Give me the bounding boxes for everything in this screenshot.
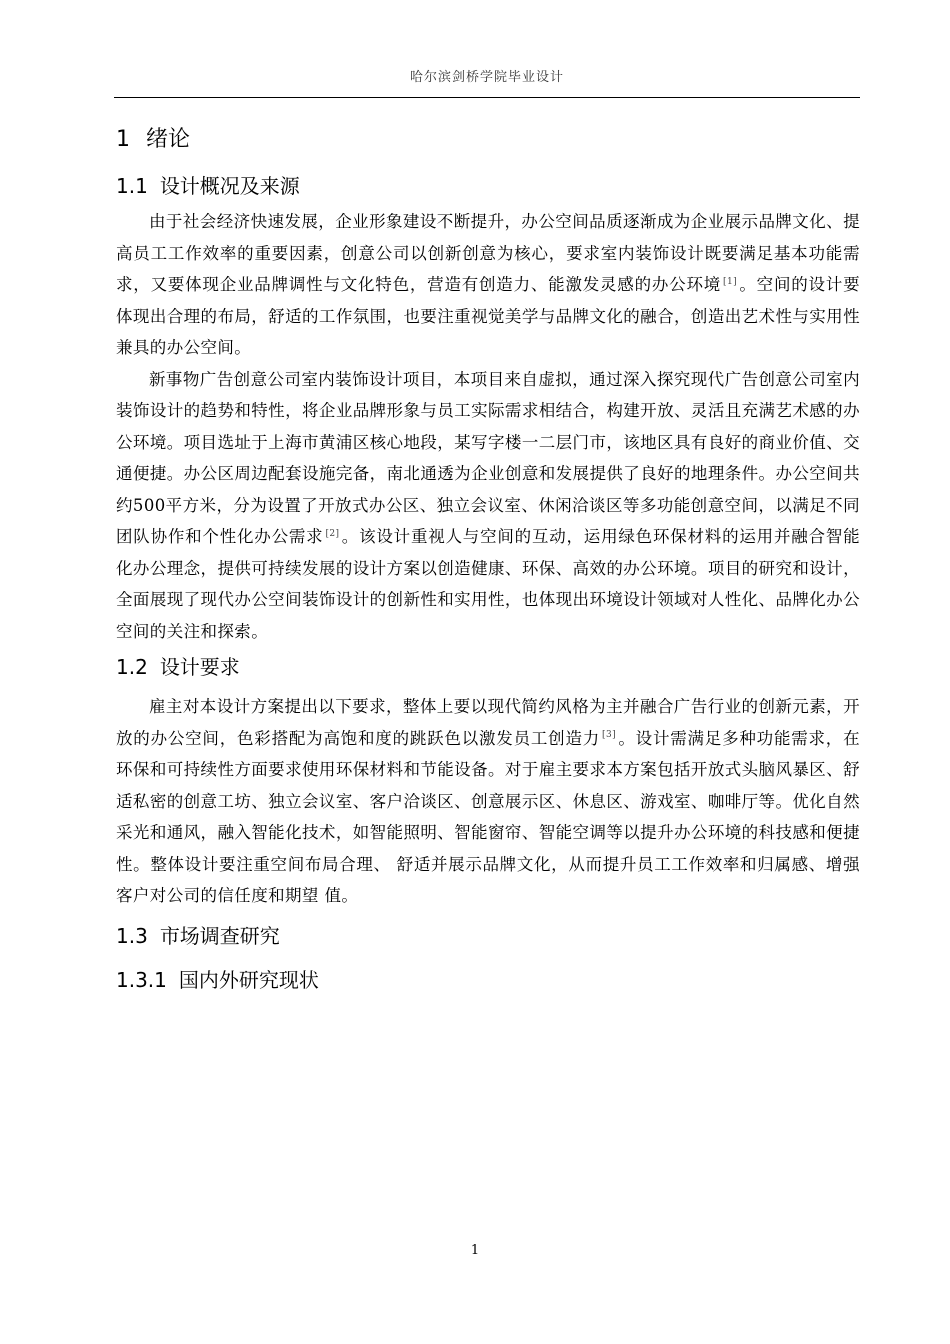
citation-mark: [3] xyxy=(602,730,616,740)
section-title: 设计要求 xyxy=(159,655,240,679)
subsection-heading-1-3-1 xyxy=(116,960,860,1000)
section-title: 市场调查研究 xyxy=(159,923,280,948)
header-divider xyxy=(114,97,860,98)
section-heading-1-2 xyxy=(116,647,860,687)
paragraph-1-2-a xyxy=(116,691,860,912)
paragraph-1-1-b xyxy=(116,364,860,648)
section-heading-1-3 xyxy=(116,916,860,956)
section-number: 1.3 xyxy=(116,923,148,948)
section-number: 1.2 xyxy=(116,655,148,679)
section-title: 设计概况及来源 xyxy=(159,174,300,198)
chapter-number: 1 xyxy=(116,127,130,152)
paragraph-text: 雇主对本设计方案提出以下要求，整体上要以现代简约风格为主并融合广告行业的创新元素，开放的办公空间，色彩搭配为高饱和度的跳跃色以激发员工创造力 xyxy=(116,697,860,748)
paragraph-text: 由于社会经济快速发展，企业形象建设不断提升，办公空间品质逐渐成为企业展示品牌文化、提高员工工作效率的重要因素，创意公司以创新创意为核心，要求室内装饰设计既要满足基本功能需求，又要体现企业品牌调性与文化特色，营造有创造力、能激发灵感的办公环境 xyxy=(116,212,860,294)
chapter-title: 绪论 xyxy=(146,127,191,152)
page-number: 1 xyxy=(470,1243,480,1258)
paragraph-1-1-a xyxy=(116,206,860,364)
chapter-heading xyxy=(116,118,860,162)
paragraph-text: 。设计需满足多种功能需求，在环保和可持续性方面要求使用环保材料和节能设备。对于雇主要求本方案包括开放式头脑风暴区、舒适私密的创意工坊、独立会议室、客户洽谈区、创意展示区、休息区、游戏室、咖啡厅等。优化自然采光和通风，融入智能化技术，如智能照明、智能窗帘、智能空调等以提升办公环境的科技感和便捷性。整体设计要注重空间布局合理、 舒适并展示品牌文化，从而提升员工工作效率和归属感、增强客户对公司的信任度和期望 值。 xyxy=(116,728,860,905)
paragraph-text: 。空间的设计要体现出合理的布局，舒适的工作氛围，也要注重视觉美学与品牌文化的融合，创造出艺术性与实用性兼具的办公空间。 xyxy=(116,275,860,357)
section-number: 1.1 xyxy=(116,174,148,198)
citation-mark: [1] xyxy=(723,276,737,287)
subsection-number: 1.3.1 xyxy=(116,967,167,992)
paragraph-text: 。该设计重视人与空间的互动，运用绿色环保材料的运用并融合智能化办公理念，提供可持续发展的设计方案以创造健康、环保、高效的办公环境。项目的研究和设计，全面展现了现代办公空间装饰设计的创新性和实用性，也体现出环境设计领域对人性化、品牌化办公空间的关注和探索。 xyxy=(116,527,861,641)
page-content xyxy=(116,118,860,1000)
section-heading-1-1 xyxy=(116,166,860,206)
subsection-title: 国内外研究现状 xyxy=(178,967,319,992)
citation-mark: [2] xyxy=(325,528,340,539)
paragraph-text: 新事物广告创意公司室内装饰设计项目，本项目来自虚拟，通过深入探究现代广告创意公司室内装饰设计的趋势和特性，将企业品牌形象与员工实际需求相结合，构建开放、灵活且充满艺术感的办公环境。项目选址于上海市黄浦区核心地段，某写字楼一二层门市，该地区具有良好的商业价值、交通便捷。办公区周边配套设施完备，南北通透为企业创意和发展提供了良好的地理条件。办公空间共约500平方米，分为设置了开放式办公区、独立会议室、休闲洽谈区等多功能创意空间，以满足不同团队协作和个性化办公需求 xyxy=(116,369,860,546)
running-header: 哈尔滨剑桥学院毕业设计 xyxy=(409,70,564,85)
